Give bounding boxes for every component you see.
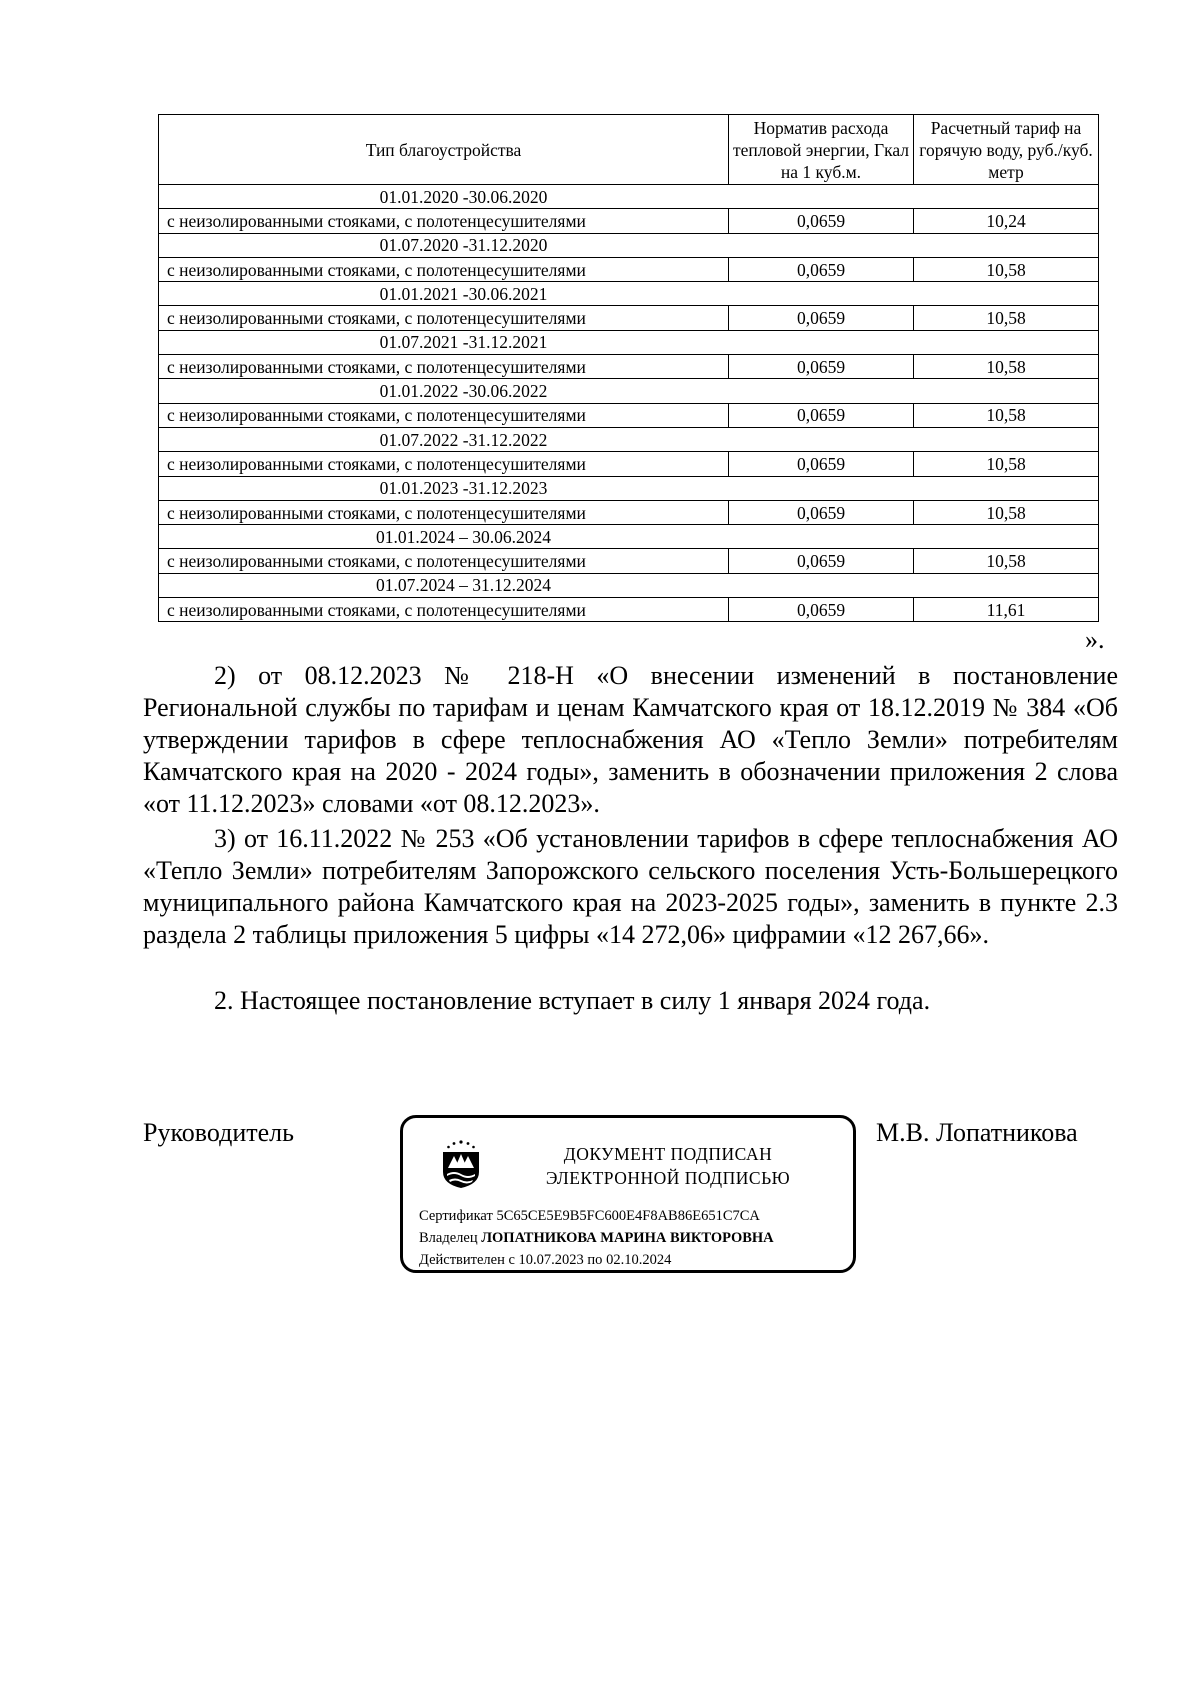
stamp-valid-from: 10.07.2023 [518,1252,584,1268]
stamp-owner [419,1230,774,1247]
table-period-row [159,185,1099,209]
paragraph-text: 2) от 08.12.2023 № 218-Н «О внесении изменений в постановление Региональной службы по тарифам и ценам Камчатского края от 18.12.2019 № 384 «Об утверждении тарифов в сфере теплоснабжения АО «Тепло Земли» потребителям Камчатского края на 2020 - 2024 годы», заменить в обозначении приложения 2 слова «от 11.12.2023» словами «от 08.12.2023». [143,661,1118,818]
table-row [159,209,1099,233]
norm-cell: 0,0659 [729,209,914,233]
table-row [159,355,1099,379]
tariff-cell: 10,58 [914,500,1099,524]
period-cell: 01.07.2022 -31.12.2022 [159,427,1099,451]
period-cell: 01.01.2020 -30.06.2020 [159,185,1099,209]
tariff-cell: 10,58 [914,452,1099,476]
table-row [159,306,1099,330]
tariff-cell: 10,58 [914,355,1099,379]
stamp-valid-to-label: по [587,1252,603,1268]
norm-cell: 0,0659 [729,549,914,573]
type-cell: с неизолированными стояками, с полотенцесушителями [159,500,729,524]
table-period-row [159,379,1099,403]
tariff-cell: 11,61 [914,598,1099,622]
tariff-table [158,114,1099,622]
stamp-title-line: ДОКУМЕНТ ПОДПИСАН [563,1144,773,1164]
norm-cell: 0,0659 [729,452,914,476]
table-body [159,185,1099,622]
header-tariff: Расчетный тариф на горячую воду, руб./куб. метр [914,115,1099,185]
type-cell: с неизолированными стояками, с полотенцесушителями [159,452,729,476]
type-cell: с неизолированными стояками, с полотенцесушителями [159,598,729,622]
paragraph-2 [143,660,1118,820]
header-type: Тип благоустройства [159,115,729,185]
stamp-certificate [419,1208,760,1225]
electronic-signature-stamp [400,1115,856,1273]
period-cell: 01.01.2024 – 30.06.2024 [159,525,1099,549]
table-header-row [159,115,1099,185]
paragraph-effective [143,985,1118,1017]
table-period-row [159,330,1099,354]
table-period-row [159,233,1099,257]
stamp-validity [419,1252,671,1269]
stamp-valid-from-label: с [508,1252,515,1268]
signatory-name: М.В. Лопатникова [876,1118,1078,1147]
norm-cell: 0,0659 [729,403,914,427]
norm-cell: 0,0659 [729,598,914,622]
stamp-certificate-label: Сертификат [419,1208,493,1224]
stamp-valid-label: Действителен [419,1252,505,1268]
stamp-owner-value: ЛОПАТНИКОВА МАРИНА ВИКТОРОВНА [481,1230,774,1246]
period-cell: 01.07.2024 – 31.12.2024 [159,573,1099,597]
table-row [159,452,1099,476]
table-period-row [159,525,1099,549]
norm-cell: 0,0659 [729,257,914,281]
stamp-certificate-value: 5C65CE5E9B5FC600E4F8AB86E651C7CA [496,1208,760,1224]
tariff-cell: 10,58 [914,403,1099,427]
stamp-owner-label: Владелец [419,1230,478,1246]
period-cell: 01.07.2020 -31.12.2020 [159,233,1099,257]
norm-cell: 0,0659 [729,306,914,330]
stamp-title-line: ЭЛЕКТРОННОЙ ПОДПИСЬЮ [545,1168,791,1188]
norm-cell: 0,0659 [729,355,914,379]
period-cell: 01.01.2022 -30.06.2022 [159,379,1099,403]
signatory-position: Руководитель [143,1118,294,1147]
type-cell: с неизолированными стояками, с полотенцесушителями [159,549,729,573]
type-cell: с неизолированными стояками, с полотенцесушителями [159,257,729,281]
table-period-row [159,476,1099,500]
tariff-cell: 10,58 [914,257,1099,281]
kamchatka-emblem-icon [439,1138,483,1190]
paragraph-3 [143,823,1118,951]
paragraph-text: 2. Настоящее постановление вступает в силу 1 января 2024 года. [214,986,931,1015]
table-row [159,403,1099,427]
table-row [159,549,1099,573]
table-period-row [159,282,1099,306]
table-row [159,257,1099,281]
header-norm: Норматив расхода тепловой энергии, Гкал на 1 куб.м. [729,115,914,185]
type-cell: с неизолированными стояками, с полотенцесушителями [159,355,729,379]
norm-cell: 0,0659 [729,500,914,524]
type-cell: с неизолированными стояками, с полотенцесушителями [159,306,729,330]
tariff-cell: 10,58 [914,306,1099,330]
tariff-cell: 10,24 [914,209,1099,233]
period-cell: 01.07.2021 -31.12.2021 [159,330,1099,354]
closing-quote: ». [1085,625,1105,654]
type-cell: с неизолированными стояками, с полотенцесушителями [159,209,729,233]
table-row [159,598,1099,622]
table-period-row [159,573,1099,597]
stamp-valid-to: 02.10.2024 [606,1252,672,1268]
paragraph-text: 3) от 16.11.2022 № 253 «Об установлении тарифов в сфере теплоснабжения АО «Тепло Земли» потребителям Запорожского сельского поселения Усть-Большерецкого муниципального района Камчатского края на 2023-2025 годы», заменить в пункте 2.3 раздела 2 таблицы приложения 5 цифры «14 272,06» цифрамии «12 267,66». [143,824,1118,949]
tariff-cell: 10,58 [914,549,1099,573]
table-period-row [159,427,1099,451]
period-cell: 01.01.2023 -31.12.2023 [159,476,1099,500]
type-cell: с неизолированными стояками, с полотенцесушителями [159,403,729,427]
table-row [159,500,1099,524]
stamp-title [503,1142,833,1190]
period-cell: 01.01.2021 -30.06.2021 [159,282,1099,306]
